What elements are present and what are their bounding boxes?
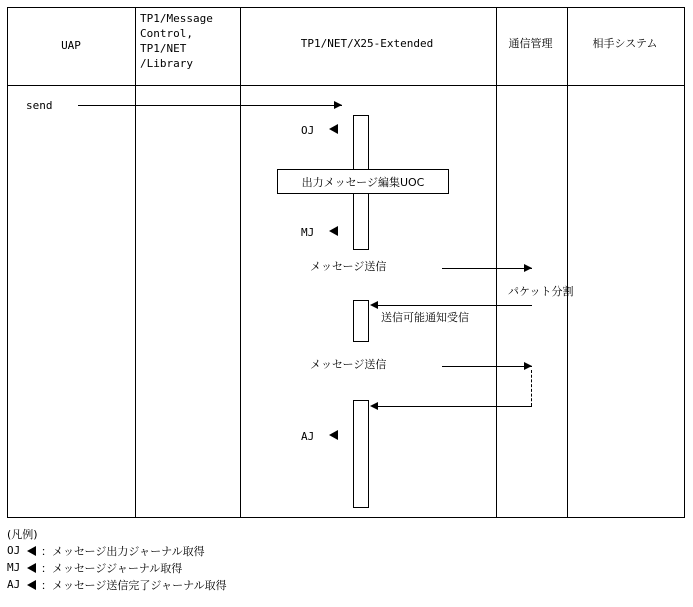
column-header-uap: UAP (61, 39, 81, 52)
activation-bar-send-ready (353, 300, 369, 342)
column-header-line-2: Control, (140, 27, 193, 40)
legend-text-oj: ：メッセージ出力ジャーナル取得 (41, 544, 205, 558)
message-label-send: send (26, 99, 53, 112)
legend-item-aj (7, 576, 507, 593)
completion-arrow-line (378, 406, 532, 407)
column-header-tp1-message-control (140, 11, 236, 71)
legend (7, 527, 507, 593)
message-send-2-arrow-line (442, 366, 532, 367)
message-send-1-arrow-head (524, 264, 532, 272)
message-label-message-send-2: メッセージ送信 (310, 358, 387, 371)
header-divider (8, 85, 684, 86)
column-divider-2 (240, 8, 241, 517)
legend-title: (凡例) (7, 528, 38, 541)
journal-marker-icon (27, 546, 36, 556)
aj-journal-marker-icon (329, 430, 338, 440)
uoc-box: 出力メッセージ編集UOC (277, 169, 449, 194)
legend-text-aj: ：メッセージ送信完了ジャーナル取得 (41, 578, 227, 592)
send-ready-arrow-head (370, 301, 378, 309)
send-arrow-line (78, 105, 342, 106)
column-divider-3 (496, 8, 497, 517)
message-label-oj: OJ (301, 124, 315, 137)
send-arrow-head (334, 101, 342, 109)
column-header-tp1-net-x25-extended: TP1/NET/X25-Extended (300, 37, 434, 50)
legend-text-mj: ：メッセージジャーナル取得 (41, 561, 183, 575)
journal-marker-icon (27, 580, 36, 590)
legend-item-mj (7, 559, 507, 576)
message-label-aj: AJ (301, 430, 315, 443)
message-label-mj: MJ (301, 226, 315, 239)
message-send-2-arrow-head (524, 362, 532, 370)
legend-key-oj: OJ (7, 544, 21, 557)
mj-journal-marker-icon (329, 226, 338, 236)
column-header-tsushin-kanri: 通信管理 (508, 37, 553, 50)
message-send-1-arrow-line (442, 268, 532, 269)
send-ready-arrow-line (378, 305, 532, 306)
column-divider-4 (567, 8, 568, 517)
column-header-line-3: TP1/NET (140, 42, 187, 55)
legend-key-aj: AJ (7, 578, 21, 591)
oj-journal-marker-icon (329, 124, 338, 134)
legend-key-mj: MJ (7, 561, 21, 574)
message-label-send-ready-notice: 送信可能通知受信 (381, 311, 469, 324)
column-header-line-1: TP1/Message (140, 12, 213, 25)
journal-marker-icon (27, 563, 36, 573)
column-header-aite-system: 相手システム (592, 37, 658, 50)
annotation-packet-split: パケット分割 (508, 285, 574, 298)
column-divider-1 (135, 8, 136, 517)
column-header-line-4: /Library (140, 57, 193, 70)
message-label-message-send-1: メッセージ送信 (310, 260, 387, 273)
activation-bar-main-lower (353, 400, 369, 508)
legend-item-oj (7, 542, 507, 559)
packet-completion-dashed-line (531, 370, 532, 406)
completion-arrow-head (370, 402, 378, 410)
